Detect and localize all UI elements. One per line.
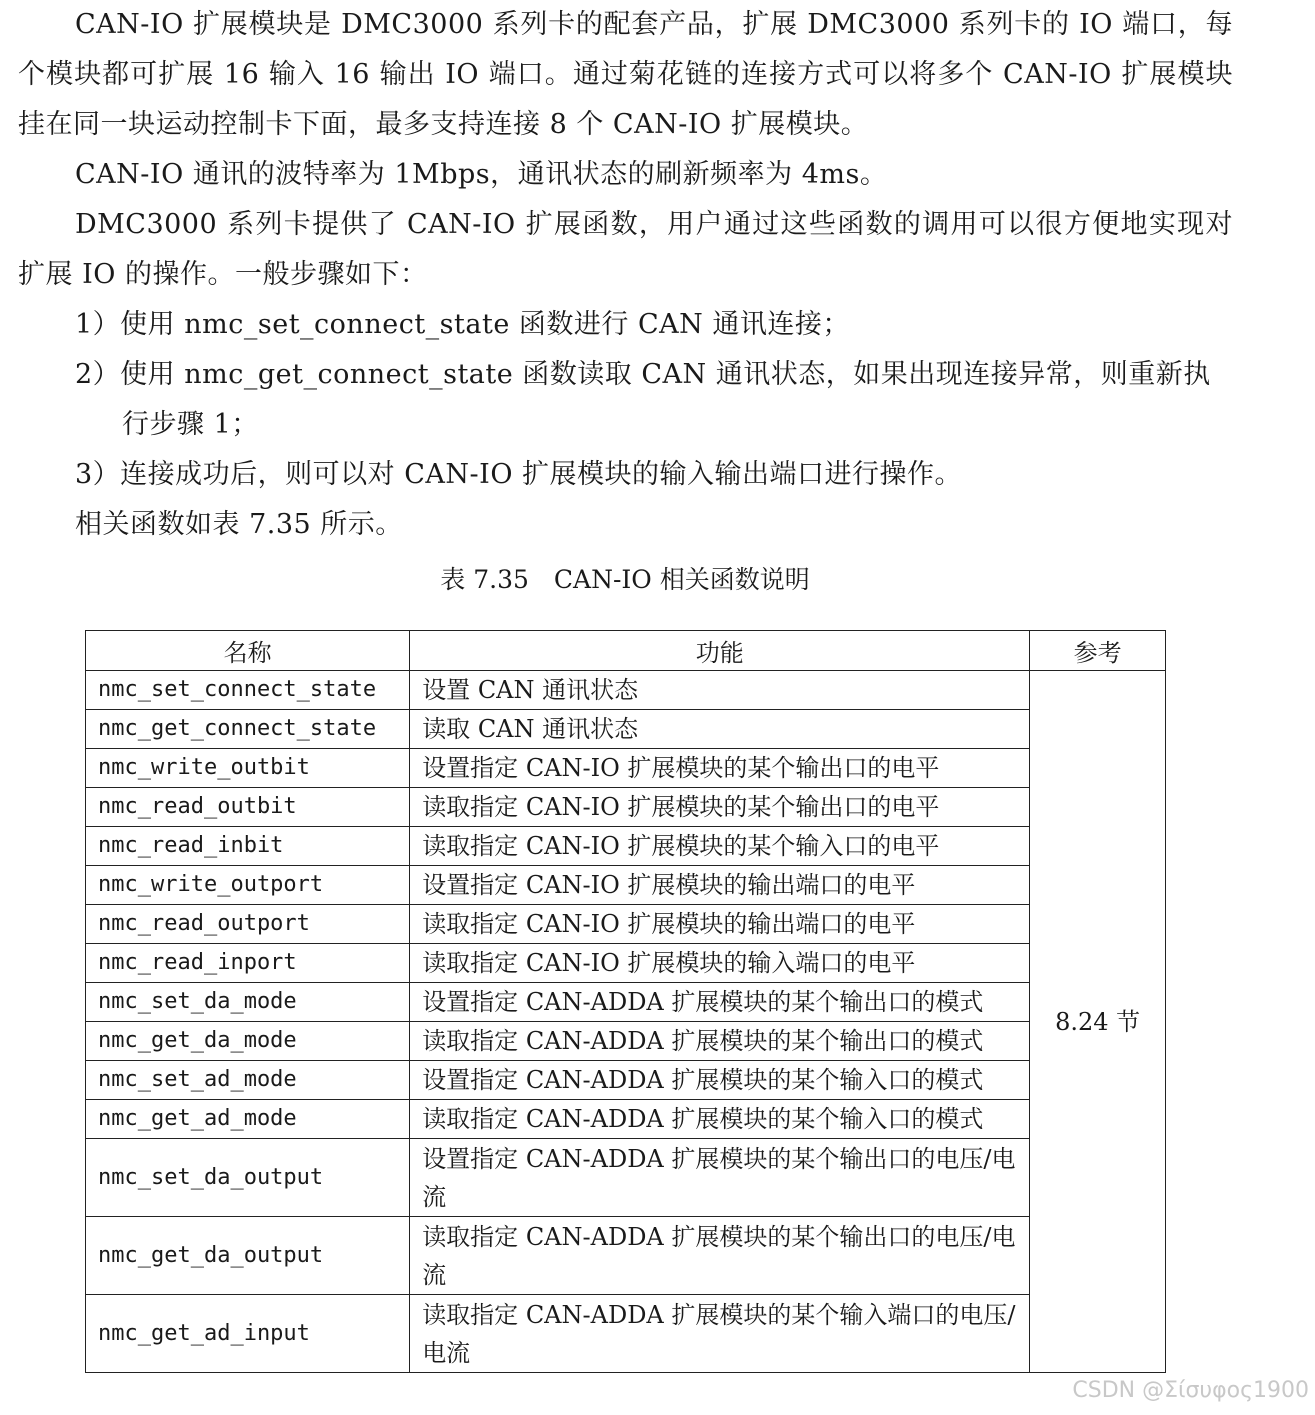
step-1: 1）使用 nmc_set_connect_state 函数进行 CAN 通讯连接； [75,309,850,340]
table-row [86,1100,1166,1139]
step-3: 3）连接成功后，则可以对 CAN-IO 扩展模块的输入输出端口进行操作。 [75,459,963,490]
function-name-cell: nmc_get_ad_input [86,1295,410,1373]
function-description-cell: 读取指定 CAN-IO 扩展模块的输出端口的电平 [410,905,1030,944]
table-row [86,671,1166,710]
header-reference: 参考 [1030,631,1166,671]
function-description-cell: 读取指定 CAN-IO 扩展模块的某个输出口的电平 [410,788,1030,827]
table-row [86,710,1166,749]
function-name-cell: nmc_set_da_output [86,1139,410,1217]
table-row [86,788,1166,827]
function-description-cell: 读取指定 CAN-ADDA 扩展模块的某个输出口的电压/电流 [410,1217,1030,1295]
table-row [86,1022,1166,1061]
function-name-cell: nmc_get_da_mode [86,1022,410,1061]
reference-cell: 8.24 节 [1030,671,1166,1373]
step-2: 2）使用 nmc_get_connect_state 函数读取 CAN 通讯状态，如果出现连接异常，则重新执 [75,359,1211,390]
baud-rate-paragraph: CAN-IO 通讯的波特率为 1Mbps，通讯状态的刷新频率为 4ms。 [75,159,888,190]
function-description-cell: 读取指定 CAN-IO 扩展模块的某个输入口的电平 [410,827,1030,866]
table-row [86,1061,1166,1100]
function-description-cell: 读取指定 CAN-ADDA 扩展模块的某个输出口的模式 [410,1022,1030,1061]
table-row [86,983,1166,1022]
function-description-cell: 设置指定 CAN-IO 扩展模块的输出端口的电平 [410,866,1030,905]
function-description-cell: 设置指定 CAN-IO 扩展模块的某个输出口的电平 [410,749,1030,788]
table-row [86,1295,1166,1373]
function-name-cell: nmc_write_outport [86,866,410,905]
function-name-cell: nmc_read_inport [86,944,410,983]
header-name: 名称 [86,631,410,671]
function-table [85,630,1166,1373]
function-name-cell: nmc_get_connect_state [86,710,410,749]
function-name-cell: nmc_get_ad_mode [86,1100,410,1139]
function-description-cell: 读取 CAN 通讯状态 [410,710,1030,749]
function-description-cell: 设置指定 CAN-ADDA 扩展模块的某个输出口的电压/电流 [410,1139,1030,1217]
csdn-watermark: CSDN @Σίσυφος1900 [1072,1378,1309,1403]
function-description-cell: 读取指定 CAN-ADDA 扩展模块的某个输入口的模式 [410,1100,1030,1139]
table-header-row [86,631,1166,671]
function-name-cell: nmc_set_ad_mode [86,1061,410,1100]
function-name-cell: nmc_write_outbit [86,749,410,788]
table-row [86,866,1166,905]
function-description-cell: 设置指定 CAN-ADDA 扩展模块的某个输出口的模式 [410,983,1030,1022]
table-row [86,1139,1166,1217]
function-description-cell: 设置指定 CAN-ADDA 扩展模块的某个输入口的模式 [410,1061,1030,1100]
table-caption: 表 7.35 CAN-IO 相关函数说明 [440,565,810,594]
header-function: 功能 [410,631,1030,671]
function-name-cell: nmc_set_da_mode [86,983,410,1022]
table-row [86,944,1166,983]
function-description-cell: 读取指定 CAN-IO 扩展模块的输入端口的电平 [410,944,1030,983]
table-row [86,1217,1166,1295]
table-row [86,749,1166,788]
step-2-continued: 行步骤 1； [122,409,259,440]
table-reference-paragraph: 相关函数如表 7.35 所示。 [75,509,403,540]
function-name-cell: nmc_read_inbit [86,827,410,866]
function-name-cell: nmc_get_da_output [86,1217,410,1295]
table-row [86,827,1166,866]
function-name-cell: nmc_set_connect_state [86,671,410,710]
function-name-cell: nmc_read_outport [86,905,410,944]
intro-paragraph: CAN-IO 扩展模块是 DMC3000 系列卡的配套产品，扩展 DMC3000 系列卡的 IO 端口，每个模块都可扩展 16 输入 16 输出 IO 端口。通过菊花链的连接方式可以将多个 CAN-IO 扩展模块挂在同一块运动控制卡下面，最多支持连接 8 个 CAN-IO 扩展模块。 [18,9,1233,140]
functions-intro-paragraph: DMC3000 系列卡提供了 CAN-IO 扩展函数，用户通过这些函数的调用可以很方便地实现对扩展 IO 的操作。一般步骤如下： [18,209,1233,290]
table-row [86,905,1166,944]
function-name-cell: nmc_read_outbit [86,788,410,827]
function-description-cell: 设置 CAN 通讯状态 [410,671,1030,710]
function-description-cell: 读取指定 CAN-ADDA 扩展模块的某个输入端口的电压/电流 [410,1295,1030,1373]
